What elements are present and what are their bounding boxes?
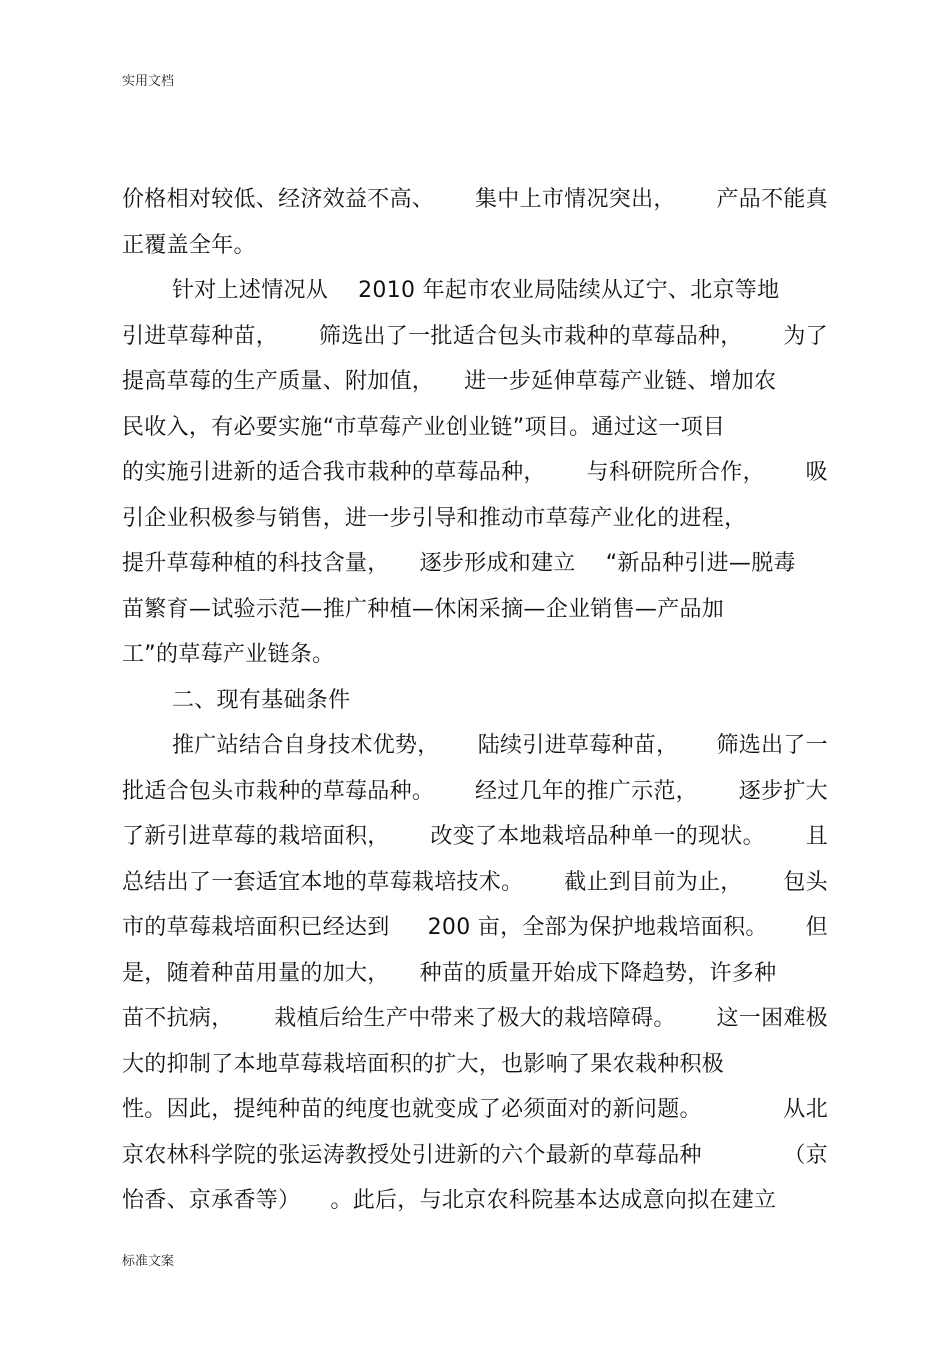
text-segment: 但: [805, 915, 828, 940]
text-line: [122, 182, 828, 228]
text-line: [122, 1138, 828, 1184]
text-line: [122, 364, 828, 410]
text-segment: 。此后，与北京农科院基本达成意向拟在建立: [330, 1188, 777, 1213]
text-line: [122, 683, 828, 729]
text-segment: 改变了本地栽培品种单一的现状。: [430, 824, 765, 849]
text-line: [122, 910, 828, 956]
text-segment: 为了: [783, 323, 828, 349]
text-segment: 与科研院所合作，: [586, 460, 765, 485]
text-segment: “新品种引进—脱毒: [605, 551, 796, 576]
page-header: 实用文档: [122, 74, 175, 89]
text-segment: 推广站结合自身技术优势，: [172, 733, 440, 758]
text-line: [122, 501, 828, 547]
text-line: [122, 728, 828, 774]
text-segment: 是，随着种苗用量的加大，: [122, 960, 390, 986]
text-segment: 从北: [783, 1097, 828, 1122]
text-line: [122, 1092, 828, 1138]
text-segment: 逐步扩大: [738, 778, 828, 804]
text-segment: 种苗的质量开始成下降趋势，许多种: [419, 960, 777, 986]
text-segment: 进一步延伸草莓产业链、增加农: [464, 369, 777, 394]
text-segment: 经过几年的推广示范，: [474, 778, 698, 804]
text-segment: 价格相对较低、经济效益不高、: [122, 187, 435, 212]
text-line: [122, 774, 828, 820]
text-segment: 筛选出了一批适合包头市栽种的草莓品种，: [318, 323, 743, 349]
text-segment: 栽植后给生产中带来了极大的栽培障碍。: [274, 1006, 676, 1031]
text-line: [122, 546, 828, 592]
text-segment: 工”的草莓产业链条。: [122, 642, 335, 667]
text-segment: 提高草莓的生产质量、附加值，: [122, 369, 435, 394]
text-line: [122, 1183, 828, 1229]
text-segment: 苗不抗病，: [122, 1006, 234, 1031]
text-line: [122, 637, 828, 683]
text-segment: 筛选出了一: [716, 733, 828, 758]
text-segment: 京农林科学院的张运涛教授处引进新的六个最新的草莓品种: [122, 1142, 702, 1168]
text-segment: 总结出了一套适宜本地的草莓栽培技术。: [122, 869, 524, 895]
text-segment: 引进草莓种苗，: [122, 323, 279, 349]
text-segment: 引企业积极参与销售，进一步引导和推动市草莓产业化的进程，: [122, 505, 747, 531]
text-line: [122, 319, 828, 365]
text-segment: 集中上市情况突出，: [474, 187, 676, 212]
text-segment: 正覆盖全年。: [122, 232, 256, 258]
document-body: [122, 182, 828, 1229]
text-segment: 2010 年起市农业局陆续从辽宁、北京等地: [358, 278, 780, 303]
text-line: [122, 228, 828, 274]
text-line: [122, 273, 828, 319]
text-segment: 性。因此，提纯种苗的纯度也就变成了必须面对的新问题。: [122, 1097, 702, 1122]
text-segment: 包头: [783, 869, 828, 895]
text-segment: 逐步形成和建立: [419, 551, 576, 576]
text-segment: （京: [783, 1142, 828, 1168]
text-segment: 产品不能真: [716, 187, 828, 212]
text-segment: 二、现有基础条件: [172, 687, 351, 713]
text-segment: 针对上述情况从: [172, 278, 329, 303]
text-segment: 批适合包头市栽种的草莓品种。: [122, 778, 435, 804]
page-footer: 标准文案: [122, 1254, 175, 1269]
text-line: [122, 1001, 828, 1047]
text-line: [122, 1047, 828, 1093]
text-segment: 了新引进草莓的栽培面积，: [122, 824, 390, 849]
text-segment: 怡香、京承香等）: [122, 1188, 301, 1213]
text-segment: 大的抑制了本地草莓栽培面积的扩大，也影响了果农栽种积极: [122, 1051, 725, 1077]
text-line: [122, 455, 828, 501]
text-line: [122, 956, 828, 1002]
text-segment: 提升草莓种植的科技含量，: [122, 551, 390, 576]
text-segment: 民收入，有必要实施“市草莓产业创业链”项目。通过这一项目: [122, 414, 726, 440]
text-line: [122, 410, 828, 456]
text-segment: 吸: [805, 460, 828, 485]
text-segment: 200 亩，全部为保护地栽培面积。: [427, 915, 768, 940]
text-segment: 陆续引进草莓种苗，: [477, 733, 679, 758]
text-segment: 且: [805, 824, 828, 849]
text-segment: 的实施引进新的适合我市栽种的草莓品种，: [122, 460, 546, 485]
text-line: [122, 592, 828, 638]
text-segment: 截止到目前为止，: [564, 869, 743, 895]
text-segment: 市的草莓栽培面积已经达到: [122, 915, 390, 940]
text-line: [122, 865, 828, 911]
text-line: [122, 819, 828, 865]
text-segment: 苗繁育—试验示范—推广种植—休闲采摘—企业销售—产品加: [122, 596, 725, 622]
text-segment: 这一困难极: [716, 1006, 828, 1031]
